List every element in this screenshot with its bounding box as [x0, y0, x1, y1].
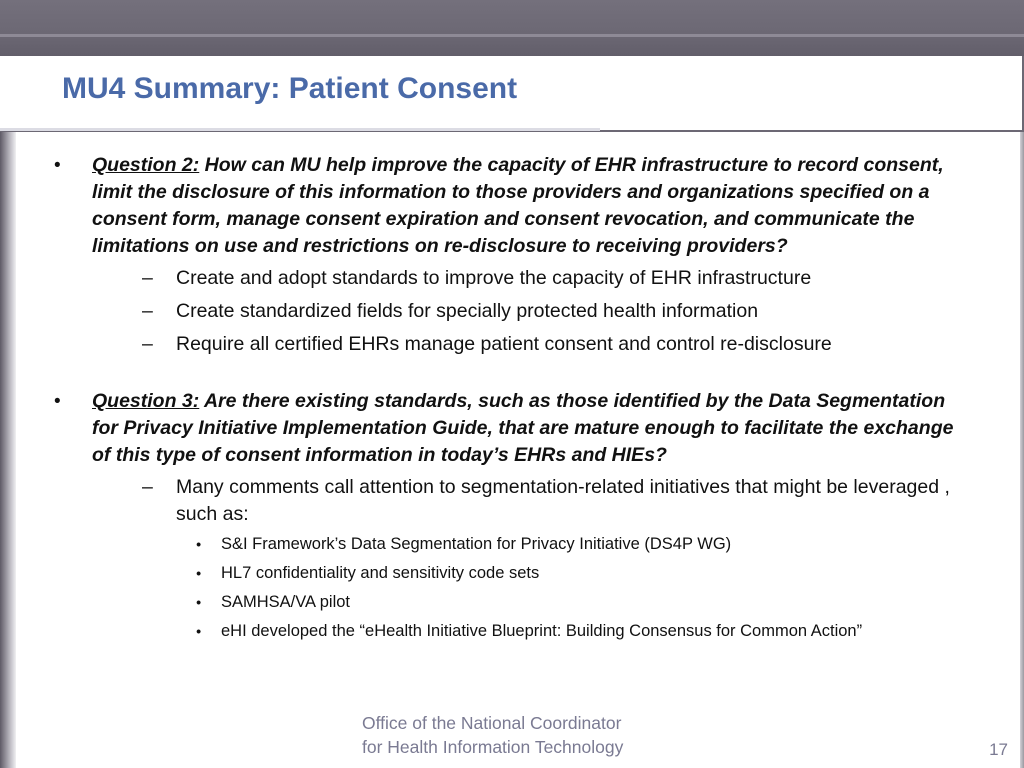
footer-line-1: Office of the National Coordinator	[362, 713, 622, 733]
bullet-marker: •	[196, 594, 201, 610]
page-number: 17	[989, 740, 1008, 759]
question-3-text: Are there existing standards, such as those identified by the Data Segmentation for Privacy Initiative Implementation Guide, that are mature enough to facilitate the exchange of this type of consent information in today’s EHRs and HIEs?	[92, 390, 954, 466]
answer-item	[92, 265, 972, 292]
answer-text: Require all certified EHRs manage patient consent and control re-disclosure	[176, 333, 832, 355]
footer	[362, 711, 682, 759]
top-frame-line	[0, 34, 1024, 37]
initiative-item	[92, 561, 972, 585]
question-3-answers	[92, 474, 972, 528]
bullet-marker: •	[196, 565, 201, 581]
right-edge-shading	[1020, 132, 1024, 768]
initiatives-list-items	[92, 532, 972, 643]
dash-marker: –	[142, 267, 153, 289]
answer-text: Many comments call attention to segmentation-related initiatives that might be leveraged , such as:	[176, 476, 950, 525]
answer-text: Create standardized fields for specially protected health information	[176, 300, 759, 322]
bullet-marker: •	[54, 391, 61, 412]
initiative-text: S&I Framework’s Data Segmentation for Privacy Initiative (DS4P WG)	[221, 535, 732, 553]
slide-title: MU4 Summary: Patient Consent	[62, 72, 518, 105]
answer-item	[92, 331, 972, 358]
initiative-text: SAMHSA/VA pilot	[221, 593, 350, 611]
dash-marker: –	[142, 333, 153, 355]
answer-item	[92, 298, 972, 325]
question-2-bullet	[52, 152, 972, 358]
question-3-bullet	[52, 388, 972, 643]
dash-marker: –	[142, 476, 153, 498]
question-2-answers	[92, 265, 972, 358]
bullet-marker: •	[54, 155, 61, 176]
bullet-marker: •	[196, 623, 201, 639]
left-edge-shading	[0, 132, 16, 768]
top-frame-bar	[0, 0, 1024, 56]
question-2-label: Question 2:	[92, 154, 200, 176]
initiative-item	[92, 619, 972, 643]
bullet-marker: •	[196, 536, 201, 552]
initiative-item	[92, 532, 972, 556]
answer-text: Create and adopt standards to improve the capacity of EHR infrastructure	[176, 267, 812, 289]
answer-item	[92, 474, 972, 528]
initiative-text: eHI developed the “eHealth Initiative Blueprint: Building Consensus for Common Action”	[221, 622, 863, 640]
question-2-text: How can MU help improve the capacity of EHR infrastructure to record consent, limit the disclosure of this information to those providers and organizations specified on a consent form, manage consent expiration and consent revocation, and communicate the limitations on use and restrictions on re-disclosure to receiving providers?	[92, 154, 944, 257]
dash-marker: –	[142, 300, 153, 322]
initiative-item	[92, 590, 972, 614]
question-3-label: Question 3:	[92, 390, 200, 412]
initiative-text: HL7 confidentiality and sensitivity code sets	[221, 564, 540, 582]
title-underline	[0, 128, 600, 131]
slide-content	[52, 152, 972, 648]
footer-line-2: for Health Information Technology	[362, 737, 624, 757]
